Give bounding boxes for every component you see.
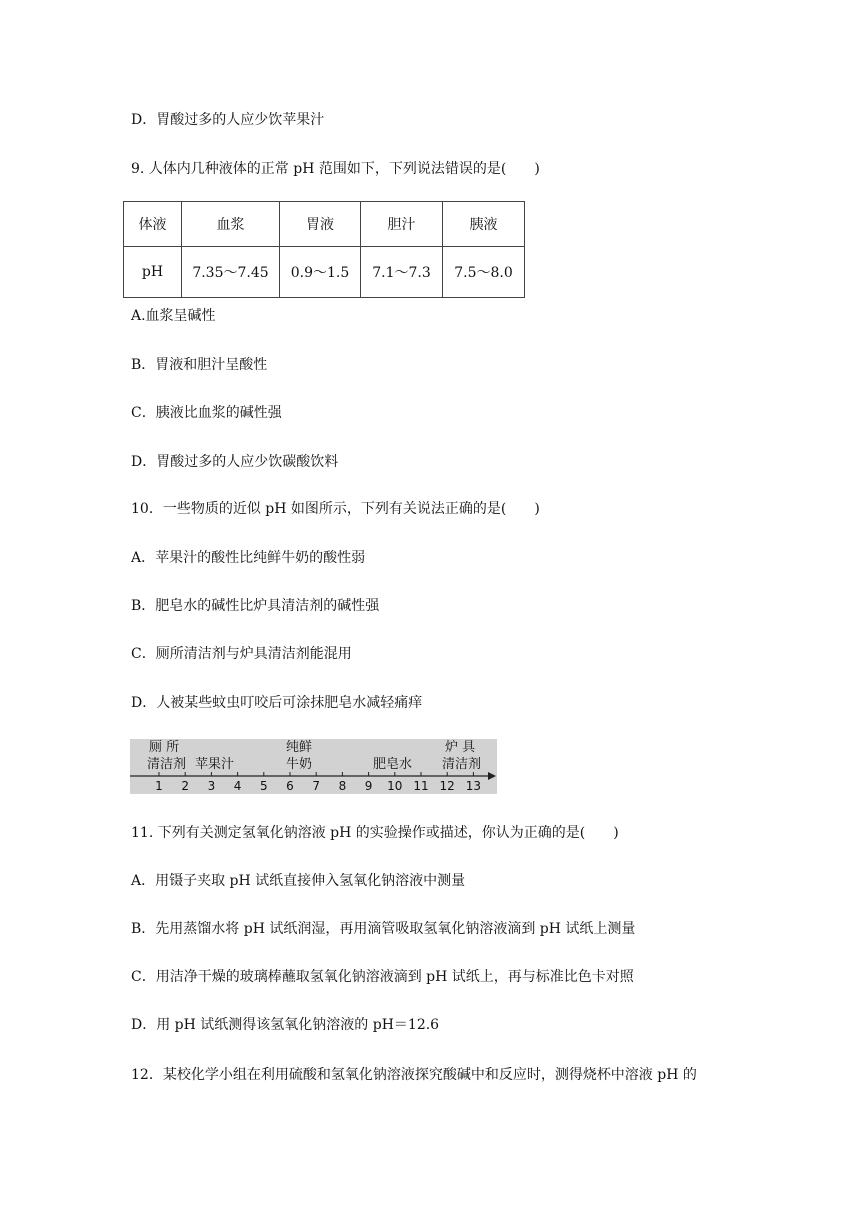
soap-water-label: 肥皂水 [373,757,413,772]
option-10d: D．人被某些蚊虫叮咬后可涂抹肥皂水减轻痛痒 [131,695,423,711]
tick-label: 11 [413,779,429,793]
tick-label: 6 [286,779,294,793]
tick-label: 8 [338,779,347,793]
tick-label: 12 [439,779,455,793]
option-10a: A．苹果汁的酸性比纯鲜牛奶的酸性弱 [131,550,366,566]
table-cell: pH [124,247,182,298]
milk-label-top: 纯鲜 [286,740,313,755]
table-header-cell: 胆汁 [361,202,443,247]
table-cell: 7.35～7.45 [182,247,280,298]
tick-label: 2 [181,779,190,793]
tick-label: 7 [312,779,321,793]
table-cell: 0.9～1.5 [280,247,361,298]
option-10c: C．厕所清洁剂与炉具清洁剂能混用 [131,646,352,662]
option-9d: D．胃酸过多的人应少饮碳酸饮料 [131,454,339,470]
option-11a: A．用镊子夹取 pH 试纸直接伸入氢氧化钠溶液中测量 [131,873,466,889]
option-10b: B．肥皂水的碱性比炉具清洁剂的碱性强 [131,598,380,614]
table-cell: 7.1～7.3 [361,247,443,298]
toilet-cleaner-label-top: 厕 所 [149,740,180,755]
tick-label: 10 [387,779,403,793]
tick-label: 3 [207,779,216,793]
apple-juice-label: 苹果汁 [195,757,235,772]
stove-cleaner-label-bottom: 清洁剂 [442,757,482,772]
table-header-cell: 血浆 [182,202,280,247]
axis-arrow [488,772,496,780]
table-header-cell: 胃液 [280,202,361,247]
option-d-apple-juice: D．胃酸过多的人应少饮苹果汁 [131,112,325,128]
ph-table [123,201,525,298]
option-9a: A.血浆呈碱性 [131,308,216,324]
milk-label-bottom: 牛奶 [286,757,313,772]
question-10: 10．一些物质的近似 pH 如图所示，下列有关说法正确的是( ) [131,501,540,517]
question-9: 9. 人体内几种液体的正常 pH 范围如下，下列说法错误的是( ) [131,161,540,177]
option-11c: C．用洁净干燥的玻璃棒蘸取氢氧化钠溶液滴到 pH 试纸上，再与标准比色卡对照 [131,969,634,985]
tick-label: 1 [155,779,163,793]
tick-label: 13 [465,779,482,793]
option-11b: B．先用蒸馏水将 pH 试纸润湿，再用滴管吸取氢氧化钠溶液滴到 pH 试纸上测量 [131,921,636,937]
ph-scale-figure [130,739,497,794]
table-header-cell: 胰液 [443,202,525,247]
question-12: 12．某校化学小组在利用硫酸和氢氧化钠溶液探究酸碱中和反应时，测得烧杯中溶液 pH 的 [131,1067,697,1083]
question-11: 11. 下列有关测定氢氧化钠溶液 pH 的实验操作或描述，你认为正确的是( ) [131,825,619,841]
option-11d: D．用 pH 试纸测得该氢氧化钠溶液的 pH＝12.6 [131,1017,440,1033]
tick-label: 5 [259,779,268,793]
tick-label: 4 [233,779,242,793]
stove-cleaner-label-top: 炉 具 [445,740,476,755]
option-9b: B．胃液和胆汁呈酸性 [131,357,268,373]
table-cell: 7.5～8.0 [443,247,525,298]
tick-label: 9 [364,779,373,793]
toilet-cleaner-label-bottom: 清洁剂 [147,757,187,772]
option-9c: C．胰液比血浆的碱性强 [131,405,282,421]
table-header-cell: 体液 [124,202,182,247]
